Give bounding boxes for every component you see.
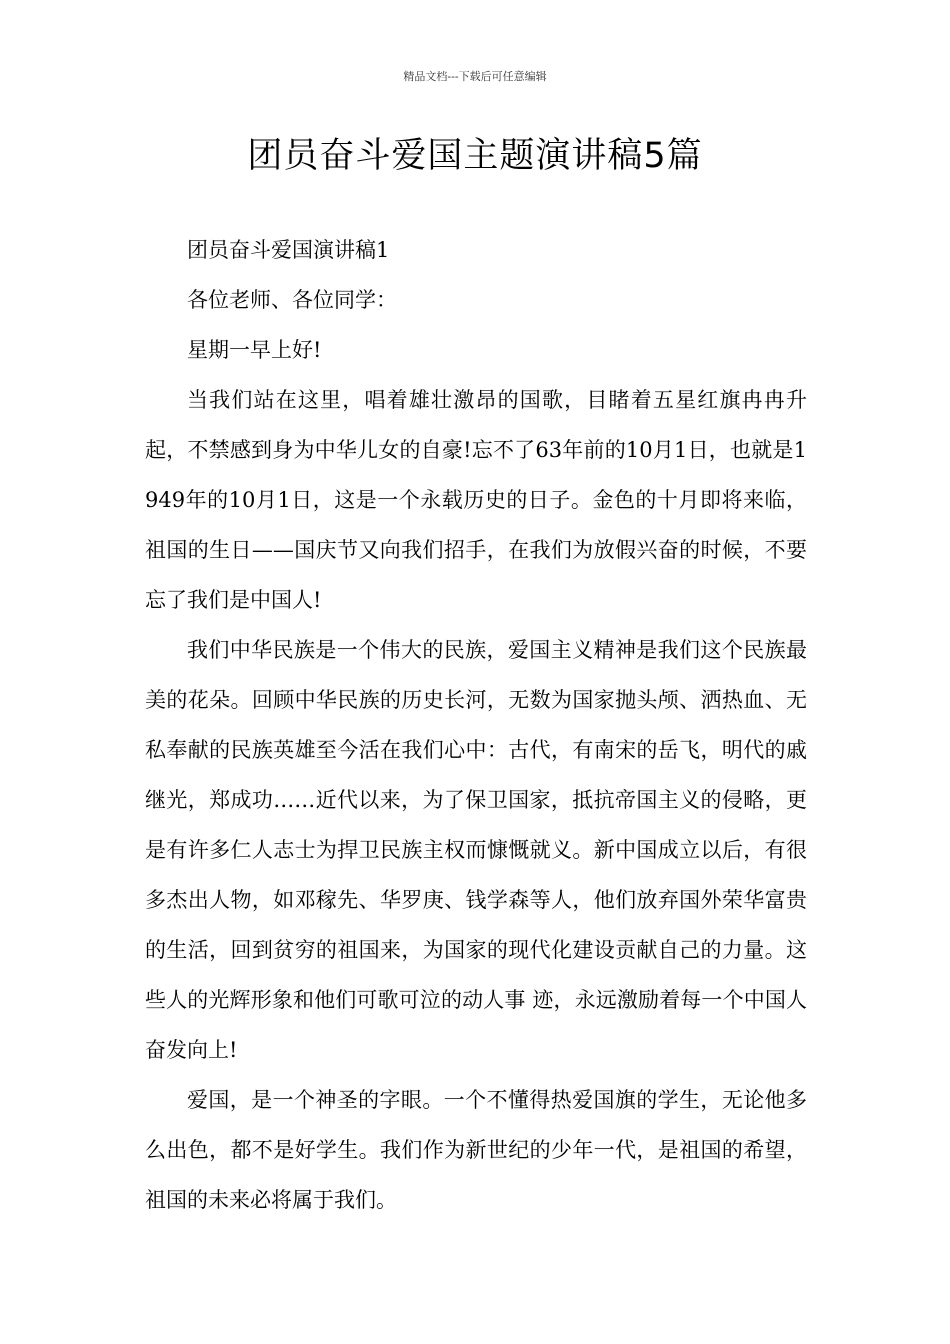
paragraph-patriotism: 爱国，是一个神圣的字眼。一个不懂得热爱国旗的学生，无论他多么出色，都不是好学生。我们作为新世纪的少年一代，是祖国的希望，祖国的未来必将属于我们。 [145, 1088, 807, 1212]
greeting: 星期一早上好! [187, 338, 322, 362]
paragraph-national-heroes: 我们中华民族是一个伟大的民族，爱国主义精神是我们这个民族最美的花朵。回顾中华民族的历史长河，无数为国家抛头颅、洒热血、无私奉献的民族英雄至今活在我们心中：古代，有南宋的岳飞，明代的戚继光，郑成功……近代以来，为了保卫国家，抵抗帝国主义的侵略，更是有许多仁人志士为捍卫民族主权而慷慨就义。新中国成立以后，有很多杰出人物，如邓稼先、华罗庚、钱学森等人，他们放弃国外荣华富贵的生活，回到贫穷的祖国来，为国家的现代化建设贡献自己的力量。这些人的光辉形象和他们可歌可泣的动人事 迹，永远激励着每一个中国人奋发向上! [145, 638, 807, 1062]
document-body [145, 225, 807, 1225]
document-title: 团员奋斗爱国主题演讲稿5篇 [247, 136, 703, 176]
header-note: 精品文档---下载后可任意编辑 [403, 70, 547, 83]
speech-heading: 团员奋斗爱国演讲稿1 [187, 238, 390, 262]
salutation: 各位老师、各位同学： [187, 288, 397, 312]
paragraph-national-day: 当我们站在这里，唱着雄壮激昂的国歌，目睹着五星红旗冉冉升起，不禁感到身为中华儿女的自豪!忘不了63年前的10月1日，也就是1949年的10月1日，这是一个永载历史的日子。金色的十月即将来临，祖国的生日——国庆节又向我们招手，在我们为放假兴奋的时候，不要忘了我们是中国人! [145, 388, 807, 612]
